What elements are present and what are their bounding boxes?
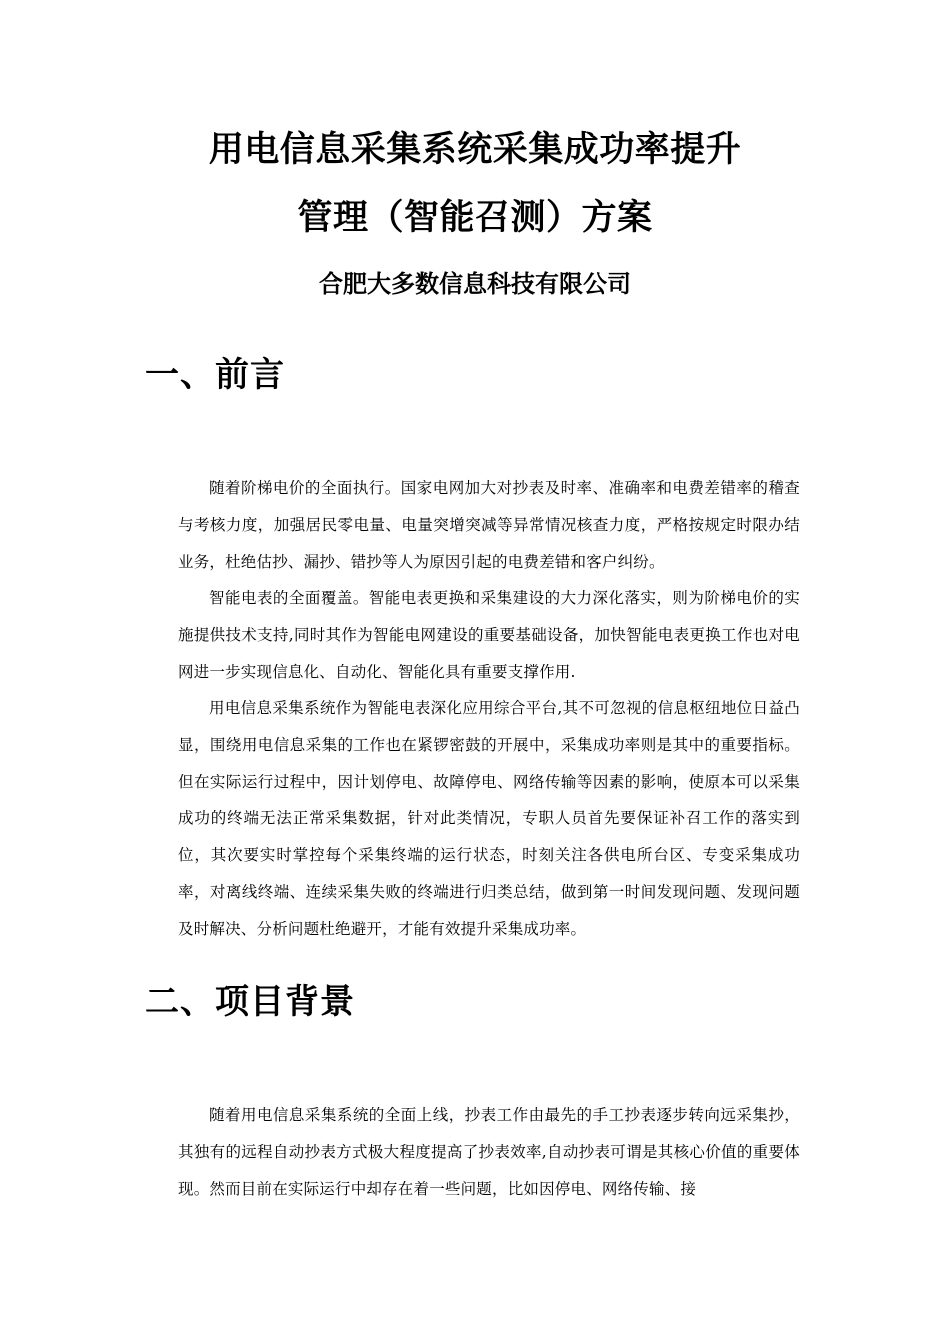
paragraph: 用电信息采集系统作为智能电表深化应用综合平台,其不可忽视的信息枢纽地位日益凸显，围绕用电信息采集的工作也在紧锣密鼓的开展中，采集成功率则是其中的重要指标。但在实际运行过程中，因计划停电、故障停电、网络传输等因素的影响，使原本可以采集成功的终端无法正常采集数据，针对此类情况，专职人员首先要保证补召工作的落实到位，其次要实时掌控每个采集终端的运行状态，时刻关注各供电所台区、专变采集成功率，对离线终端、连续采集失败的终端进行归类总结，做到第一时间发现问题、发现问题及时解决、分析问题杜绝避开，才能有效提升采集成功率。 <box>178 699 800 938</box>
organization-name: 合肥大多数信息科技有限公司 <box>319 269 631 298</box>
paragraph: 智能电表的全面覆盖。智能电表更换和采集建设的大力深化落实，则为阶梯电价的实施提供技术支持,同时其作为智能电网建设的重要基础设备，加快智能电表更换工作也对电网进一步实现信息化、自动化、智能化具有重要支撑作用. <box>178 589 800 681</box>
document-title-line-2: 管理（智能召测）方案 <box>297 197 653 238</box>
paragraph: 随着用电信息采集系统的全面上线，抄表工作由最先的手工抄表逐步转向远采集抄，其独有的远程自动抄表方式极大程度提高了抄表效率,自动抄表可谓是其核心价值的重要体现。然而目前在实际运行中却存在着一些问题，比如因停电、网络传输、接 <box>178 1106 800 1198</box>
document-title-line-1: 用电信息采集系统采集成功率提升 <box>208 129 742 170</box>
paragraph: 随着阶梯电价的全面执行。国家电网加大对抄表及时率、准确率和电费差错率的稽查与考核力度，加强居民零电量、电量突增突减等异常情况核查力度，严格按规定时限办结业务，杜绝估抄、漏抄、错抄等人为原因引起的电费差错和客户纠纷。 <box>178 479 800 571</box>
section-heading-background: 二、项目背景 <box>145 982 355 1022</box>
section-heading-preface: 一、前言 <box>145 355 285 395</box>
